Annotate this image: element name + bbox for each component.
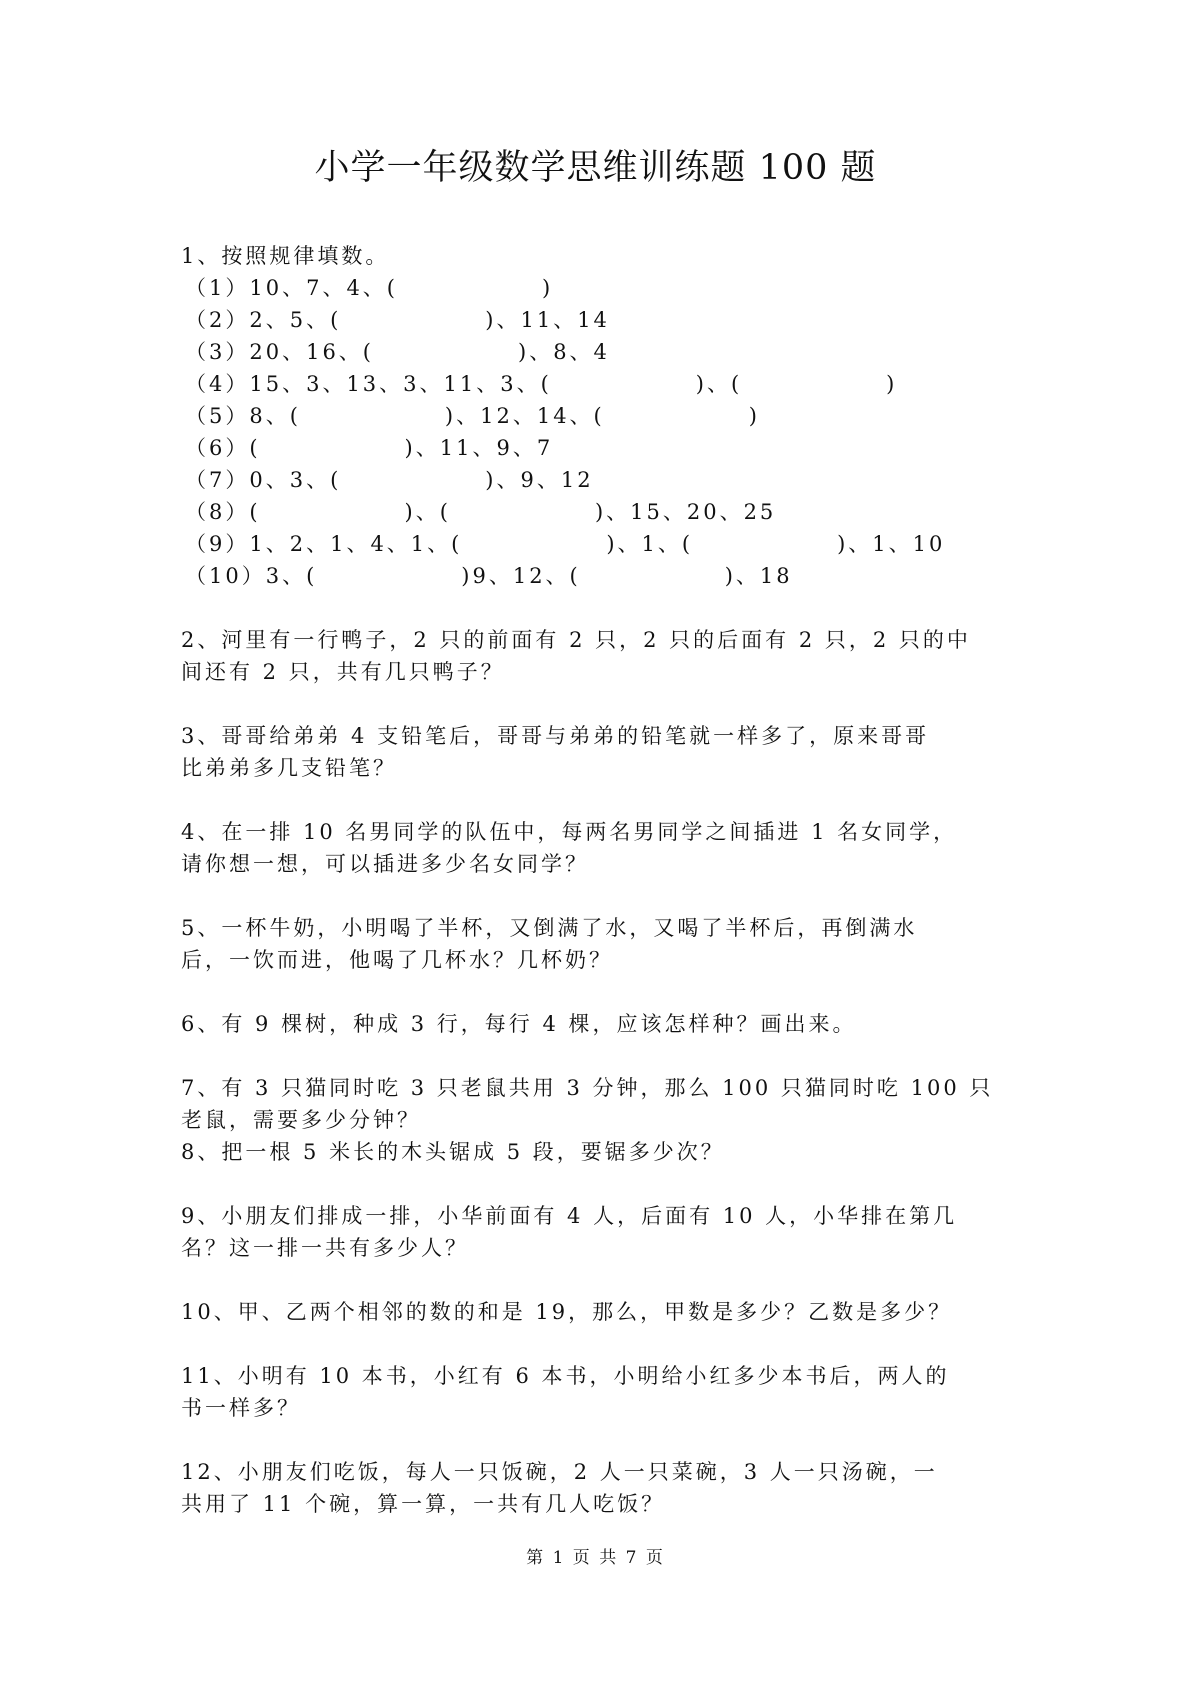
page-number-footer: 第 1 页 共 7 页: [526, 1548, 665, 1568]
q1-item-7: （7）0、3、( )、9、12: [185, 468, 594, 492]
question-10-line-1: 10、甲、乙两个相邻的数的和是 19，那么，甲数是多少？乙数是多少？: [181, 1300, 953, 1324]
questions-body: [181, 240, 1021, 1520]
question-11-line-1: 11、小明有 10 本书，小红有 6 本书，小明给小红多少本书后，两人的: [181, 1364, 950, 1388]
question-6-line-1: 6、有 9 棵树，种成 3 行，每行 4 棵，应该怎样种？画出来。: [181, 1012, 857, 1036]
question-1-stem: 1、按照规律填数。: [181, 244, 390, 268]
question-5-line-2: 后，一饮而进，他喝了几杯水？几杯奶？: [181, 948, 613, 972]
question-3-line-2: 比弟弟多几支铅笔？: [181, 756, 397, 780]
page-title: 小学一年级数学思维训练题 100 题: [314, 148, 877, 188]
question-2-line-2: 间还有 2 只，共有几只鸭子？: [181, 660, 505, 684]
question-8-line-1: 8、把一根 5 米长的木头锯成 5 段，要锯多少次？: [181, 1140, 725, 1164]
question-2-line-1: 2、河里有一行鸭子，2 只的前面有 2 只，2 只的后面有 2 只，2 只的中: [181, 628, 971, 652]
question-5-line-1: 5、一杯牛奶，小明喝了半杯，又倒满了水，又喝了半杯后，再倒满水: [181, 916, 918, 940]
question-4-line-2: 请你想一想，可以插进多少名女同学？: [181, 852, 589, 876]
q1-item-4: （4）15、3、13、3、11、3、( )、( ): [185, 372, 898, 396]
question-3-line-1: 3、哥哥给弟弟 4 支铅笔后，哥哥与弟弟的铅笔就一样多了，原来哥哥: [181, 724, 930, 748]
q1-item-10: （10）3、( )9、12、( )、18: [185, 564, 793, 588]
q1-item-5: （5）8、( )、12、14、( ): [185, 404, 760, 428]
q1-item-9: （9）1、2、1、4、1、( )、1、( )、1、10: [185, 532, 946, 556]
question-11-line-2: 书一样多？: [181, 1396, 301, 1420]
q1-item-8: （8）( )、( )、15、20、25: [185, 500, 777, 524]
question-9-line-2: 名？这一排一共有多少人？: [181, 1236, 469, 1260]
q1-item-3: （3）20、16、( )、8、4: [185, 340, 610, 364]
question-9-line-1: 9、小朋友们排成一排，小华前面有 4 人，后面有 10 人，小华排在第几: [181, 1204, 958, 1228]
question-12-line-1: 12、小朋友们吃饭，每人一只饭碗，2 人一只菜碗，3 人一只汤碗，一: [181, 1460, 938, 1484]
question-7-line-1: 7、有 3 只猫同时吃 3 只老鼠共用 3 分钟，那么 100 只猫同时吃 100 只: [181, 1076, 994, 1100]
q1-item-2: （2）2、5、( )、11、14: [185, 308, 610, 332]
question-7-line-2: 老鼠，需要多少分钟？: [181, 1108, 421, 1132]
q1-item-1: （1）10、7、4、( ): [185, 276, 554, 300]
q1-item-6: （6）( )、11、9、7: [185, 436, 554, 460]
question-12-line-2: 共用了 11 个碗，算一算，一共有几人吃饭？: [181, 1492, 666, 1516]
question-4-line-1: 4、在一排 10 名男同学的队伍中，每两名男同学之间插进 1 名女同学，: [181, 820, 958, 844]
